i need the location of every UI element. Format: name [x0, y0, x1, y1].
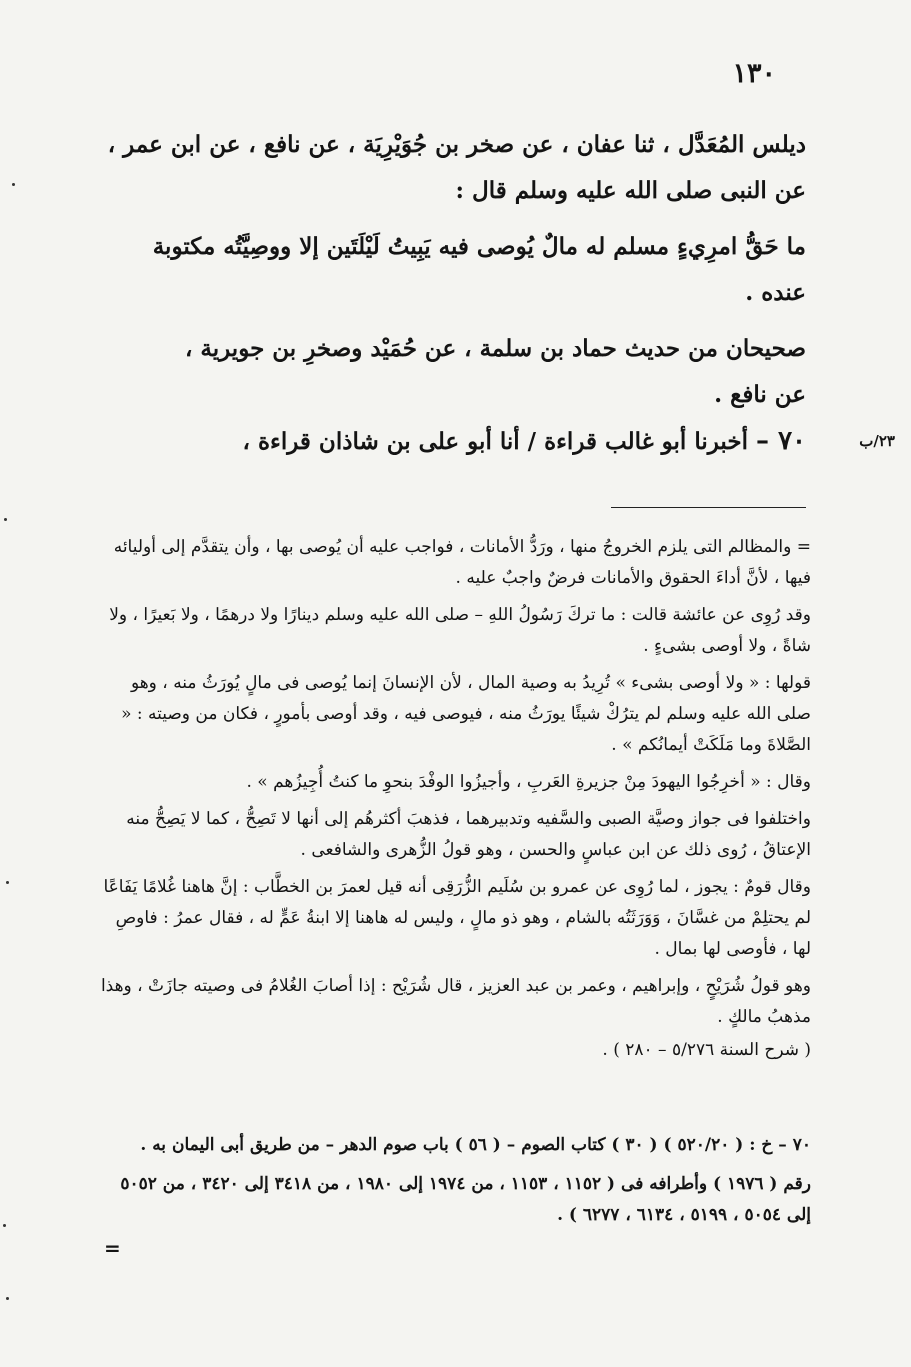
scan-speck — [3, 1224, 6, 1227]
main-text — [100, 122, 806, 465]
reference-line: رقم ( ١٩٧٦ ) وأطرافه فى ( ١١٥٢ ، ١١٥٣ ، من ١٩٧٤ إلى ١٩٨٠ ، من ٣٤١٨ إلى ٣٤٢٠ ، من ٥٠٥٢ إلى ٥٠٥٤ ، ٥١٩٩ ، ٦١٣٤ ، ٦٢٧٧ ) . — [120, 1174, 811, 1225]
scan-speck — [4, 518, 7, 521]
scan-speck — [6, 881, 9, 884]
hadith-number: ٧٠ – — [756, 426, 806, 456]
margin-folio-note: ٢٣/ب — [859, 432, 895, 450]
main-line: ديلس المُعَدَّل ، ثنا عفان ، عن صخر بن جُوَيْرِيَة ، عن نافع ، عن ابن عمر ، — [107, 131, 806, 158]
footnote-divider — [611, 507, 806, 508]
footnote-paragraph: وقال قومٌ : يجوز ، لما رُوِى عن عمرو بن سُلَيم الزُّرَقِى أنه قيل لعمرَ بن الخطَّاب : إنَّ هاهنا غُلامًا يَفَاعًا لم يحتلِمْ من غسَّانَ ، وَوَرَثَتُه بالشام ، وهو ذو مالٍ ، وليس له هاهنا إلا ابنةُ عَمٍّ له ، فقال عمرُ : فاوصِ لها ، فأوصى لها بمال . — [103, 877, 811, 959]
footnote-paragraph: وهو قولُ شُرَيْحٍ ، وإبراهيم ، وعمر بن عبد العزيز ، قال شُرَيْح : إذا أصابَ الغُلامُ فى وصيته جازَتْ ، وهذا مذهبُ مالكٍ . — [100, 976, 811, 1027]
footnote-paragraph: قولها : « ولا أوصى بشىء » تُرِيدُ به وصية المال ، لأن الإنسانَ إنما يُوصى فى مالٍ يُورَثُ منه ، وهو صلى الله عليه وسلم لم يترُكْ شيئًا يورَثُ منه ، فيوصى فيه ، وقد أوصى بأمورٍ ، فكان من وصيته : « الصَّلاةَ وما مَلَكَتْ أيمانُكم » . — [121, 673, 811, 755]
footnote-source: ( شرح السنة ٥/٢٧٦ – ٢٨٠ ) . — [602, 1040, 811, 1060]
main-line: ما حَقُّ امرِيءٍ مسلم له مالٌ يُوصى فيه يَبِيتُ لَيْلَتَين إلا ووصِيَّتُه مكتوبة — [152, 233, 806, 260]
scan-speck — [6, 1297, 9, 1300]
scan-speck — [12, 183, 15, 186]
reference-line: ٧٠ – خ : ( ٥٢٠/٢٠ ) ( ٣٠ ) كتاب الصوم – ( ٥٦ ) باب صوم الدهر – من طريق أبى اليمان به . — [140, 1135, 811, 1155]
footnote-paragraph: = والمظالم التى يلزم الخروجُ منها ، ورَدُّ الأمانات ، فواجب عليه أن يُوصى بها ، وأن يتقدَّم إلى أوليائه فيها ، لأنَّ أداءَ الحقوق والأمانات فرضٌ واجبٌ عليه . — [113, 537, 811, 588]
footnote-paragraph: وقد رُوِى عن عائشة قالت : ما تركَ رَسُولُ اللهِ – صلى الله عليه وسلم دينارًا ولا درهمًا ، ولا بَعيرًا ، ولا شاةً ، ولا أوصى بشىءٍ . — [109, 605, 811, 656]
footnotes — [100, 532, 811, 1072]
hadith-references — [100, 1130, 811, 1239]
main-line: عن نافع . — [714, 381, 806, 408]
page-number: ١٣٠ — [732, 58, 776, 89]
hadith-isnad: أخبرنا أبو غالب قراءة / أنا أبو على بن شاذان قراءة ، — [242, 428, 748, 455]
footnote-paragraph: وقال : « أخرِجُوا اليهودَ مِنْ جزيرةِ العَربِ ، وأجيزُوا الوفْدَ بنحوِ ما كنتُ أُجِيزُهم » . — [246, 772, 811, 792]
hadith-heading — [100, 418, 806, 465]
footnote-paragraph: واختلفوا فى جواز وصيَّة الصبى والسَّفيه وتدبيرهما ، فذهبَ أكثرهُم إلى أنها لا تَصِحُّ ، كما لا يَصِحُّ منه الإعتاقُ ، رُوى ذلك عن ابن عباسٍ والحسن ، وهو قولُ الزُّهرى والشافعى . — [126, 809, 811, 860]
continuation-mark: = — [104, 1236, 121, 1260]
main-line: عنده . — [745, 279, 806, 306]
main-line: صحيحان من حديث حماد بن سلمة ، عن حُمَيْد وصخرِ بن جويرية ، — [184, 335, 806, 362]
main-line: عن النبى صلى الله عليه وسلم قال : — [455, 177, 806, 204]
